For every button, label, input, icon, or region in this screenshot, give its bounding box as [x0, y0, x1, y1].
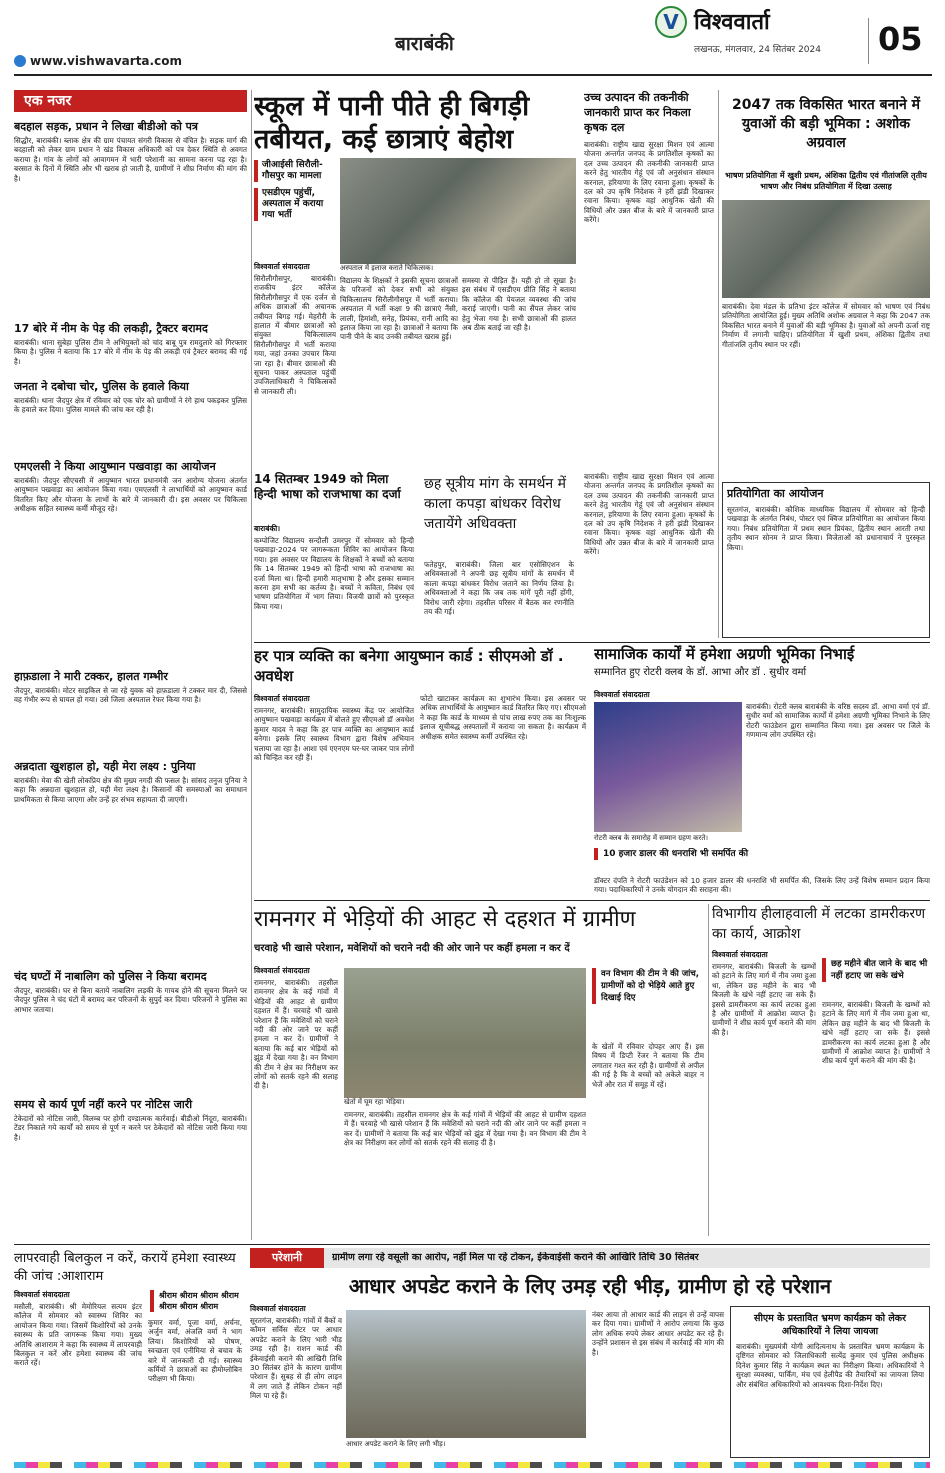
competition-headline: प्रतियोगिता का आयोजन: [727, 487, 824, 500]
rotary-byline: विश्ववार्ता संवाददाता: [594, 690, 650, 699]
item-headline: चंद घण्टों में नाबालिग को पुलिस ने किया बरामद: [14, 970, 207, 983]
item-body: जैदपुर, बाराबंकी। घर से बिना बताये नाबालिग लड़की के गायब होने की सूचना मिलने पर जैदपुर पुलिस ने चंद घंटों में बरामद कर परिजनों के सुपुर्द कर दिया। परिजनों ने पुलिस का आभार जताया।: [14, 986, 247, 1014]
school-bullets: [254, 160, 336, 221]
item-body: बाराबंकी। थाना जैदपुर क्षेत्र में रविवार को एक चोर को ग्रामीणों ने रंगे हाथ पकड़कर पुलिस के हवाले कर दिया। पुलिस मामले की जांच कर रही है।: [14, 396, 247, 415]
wolf-body: रामनगर, बाराबंकी। तहसील रामनगर क्षेत्र के कई गांवों में भेड़ियों की आहट से ग्रामीण दहशत में हैं। चरवाहे भी खासे परेशान हैं कि मवेशियों को चराने नदी की ओर जाने पर कहीं हमला न कर दें। ग्रामीणों ने बताया कि कई बार भेड़ियों को झुंड में देखा गया है। वन विभाग की टीम ने क्षेत्र का निरीक्षण कर लोगों को सतर्क रहने की सलाह दी है।: [254, 978, 338, 1091]
item-body: जैदपुर, बाराबंकी। मोटर साइकिल से जा रहे युवक को हाफ़डाला ने टक्कर मार दी, जिससे वह गंभीर रूप से घायल हो गया। उसे जिला अस्पताल रेफर किया गया है।: [14, 686, 247, 705]
health-byline: विश्ववार्ता संवाददाता: [14, 1290, 70, 1299]
print-color-bar: [14, 1462, 930, 1468]
dateline: लखनऊ, मंगलवार, 24 सितंबर 2024: [694, 45, 821, 55]
logo-v-icon: V: [663, 10, 679, 34]
youth-headline: 2047 तक विकसित भारत बनाने में युवाओं की बड़ी भूमिका : अशोक अग्रवाल: [731, 97, 920, 151]
ayushman-body-a: रामनगर, बाराबंकी। सामुदायिक स्वास्थ्य केंद्र पर आयोजित आयुष्मान पखवाड़ा कार्यक्रम में बोलते हुए सीएमओ डॉ अवधेश कुमार यादव ने कहा कि हर पात्र व्यक्ति का आयुष्मान कार्ड बनेगा। इसके लिए स्वास्थ्य विभाग द्वारा विशेष अभियान चलाया जा रहा है। आशा एवं एएनएम घर-घर जाकर पात्र लोगों को चिन्हित कर रही हैं।: [254, 706, 414, 763]
school-byline: विश्ववार्ता संवाददाता: [254, 262, 310, 271]
youth-photo: [722, 200, 930, 298]
road-headline: विभागीय हीलाहवाली में लटका डामरीकरण का कार्य, आक्रोश: [712, 906, 926, 942]
wolf-pull-quote: वन विभाग की टीम ने की जांच, ग्रामीणों को दो भेड़िये आते हुए दिखाई दिए: [592, 968, 704, 1004]
section-rule: [254, 900, 930, 901]
hindi-day-byline: बाराबंकी।: [254, 524, 281, 533]
website-url[interactable]: www.vishwavarta.com: [14, 54, 182, 68]
rotary-body: बाराबंकी। रोटरी क्लब बाराबंकी के वरिष्ठ सदस्य डॉ. आभा वर्मा एवं डॉ. सुधीर वर्मा को सामाजिक कार्यों में हमेशा अग्रणी भूमिका निभाने के लिए रोटरी फाउंडेशन द्वारा सम्मानित किया गया। इस अवसर पर जिले के गणमान्य लोग उपस्थित रहे।: [746, 702, 930, 740]
school-headline: स्कूल में पानी पीते ही बिगड़ी तबीयत, कई छात्राएं बेहोश: [254, 91, 530, 155]
header-divider: [868, 18, 869, 64]
aadhaar-kicker-bar: [250, 1248, 930, 1268]
road-body-cont: रामनगर, बाराबंकी। बिजली के खम्भों को हटाने के लिए मार्ग में नीव जमा हुआ था, लेकिन छह महीने के बाद भी बिजली के खंभे नहीं हटाए जा सके हैं। इससे डामरीकरण का कार्य लटका हुआ है और ग्रामीणों में आक्रोश व्याप्त है। ग्रामीणों ने शीघ्र कार्य पूर्ण कराने की मांग की है।: [822, 1000, 930, 1066]
hindi-day-headline: 14 सितम्बर 1949 को मिला हिन्दी भाषा को राजभाषा का दर्जा: [254, 472, 401, 501]
health-body-b: कुमार वर्मा, पूजा वर्मा, अर्चना, अर्जुन वर्मा, अंजलि वर्मा ने भाग लिया। किशोरियों को पोषण, स्वच्छता एवं एनीमिया से बचाव के बारे में जानकारी दी गई। स्वास्थ्य कर्मियों ने छात्राओं का हीमोग्लोबिन परीक्षण भी किया।: [148, 1318, 242, 1384]
section-rule: [14, 1244, 930, 1245]
competition-body: सूरतगंज, बाराबंकी। कौशिक माध्यमिक विद्यालय में सोमवार को हिन्दी पखवाड़ा के अंतर्गत निबंध, पोस्टर एवं क्विज प्रतियोगिता का आयोजन किया गया। निबंध प्रतियोगिता में प्रथम स्थान प्रियंका, द्वितीय स्थान आरती तथा तृतीय स्थान सोनम ने प्राप्त किया। विजेताओं को प्रधानाचार्य ने पुरस्कृत किया।: [727, 505, 925, 552]
item-body: बाराबंकी। थाना सुबेहा पुलिस टीम ने अभियुक्तों को चांद बाबू पुत्र रामदुलारे को गिरफ्तार किया है। पुलिस ने बताया कि 17 बोरे में नीम के पेड़ की लकड़ी एवं ट्रैक्टर बरामद की गई है।: [14, 338, 247, 366]
column-divider: [251, 90, 252, 1240]
school-photo: [340, 158, 576, 264]
aadhaar-headline: आधार अपडेट कराने के लिए उमड़ रही भीड़, ग्रामीण हो रहे परेशान: [348, 1274, 832, 1298]
header-rule: [14, 74, 932, 76]
protest-headline: छह सूत्रीय मांग के समर्थन में काला कपड़ा बांधकर विरोध जतायेंगे अधिवक्ता: [424, 476, 566, 532]
item-headline: हाफ़डाला ने मारी टक्कर, हालत गम्भीर: [14, 670, 168, 683]
school-body-col3: समस्या से पीड़ित हैं। यही हो तो सूखा है। इस संबंध में एसडीएम प्रीति सिंह ने बताया कि कॉलेज की पेयजल व्यवस्था की जांच कराई जाएगी। पानी का सैंपल लेकर जांच हेतु भेजा गया है। सभी छात्राओं की हालत अब ठीक बताई जा रही है।: [462, 276, 576, 333]
wolf-byline: विश्ववार्ता संवाददाता: [254, 966, 310, 975]
section-title: बाराबंकी: [395, 33, 454, 55]
paper-name: विश्ववार्ता: [694, 10, 770, 35]
item-headline: 17 बोरे में नीम के पेड़ की लकड़ी, ट्रैक्टर बरामद: [14, 322, 208, 335]
wolf-body-cont: रामनगर, बाराबंकी। तहसील रामनगर क्षेत्र के कई गांवों में भेड़ियों की आहट से ग्रामीण दहशत में हैं। चरवाहे भी खासे परेशान हैं कि मवेशियों को चराने नदी की ओर जाने पर कहीं हमला न कर दें। ग्रामीणों ने बताया कि कई बार भेड़ियों को झुंड में देखा गया है। वन विभाग की टीम ने क्षेत्र का निरीक्षण कर लोगों को सतर्क रहने की सलाह दी है।: [344, 1110, 586, 1148]
aadhaar-kicker: ग्रामीण लगा रहे वसूली का आरोप, नहीं मिल पा रहे टोकन, ईकेवाईसी कराने की आखिरि तिथि 30 सितंबर: [332, 1252, 699, 1263]
competition-box: [722, 482, 930, 638]
aadhaar-body-b: नंबर आया तो आधार कार्ड की लाइन से उन्हें वापस कर दिया गया। ग्रामीणों ने आरोप लगाया कि कुछ लोग अधिक रुपये लेकर आधार अपडेट कर रहे हैं। उन्होंने प्रशासन से इस संबंध में कार्रवाई की मांग की है।: [592, 1310, 724, 1357]
ayushman-body-b: फोटो खाटाकर कार्यक्रम का शुभारंभ किया। इस अवसर पर अधिक लाभार्थियों के आयुष्मान कार्ड वितरित किए गए। सीएमओ ने कहा कि कार्ड के माध्यम से पांच लाख रुपए तक का निःशुल्क इलाज सूचीबद्ध अस्पतालों में कराया जा सकता है। कार्यक्रम में अधीक्षक समेत स्वास्थ्य कर्मी उपस्थित रहे।: [420, 694, 586, 741]
item-headline: बदहाल सड़क, प्रधान ने लिखा बीडीओ को पत्र: [14, 120, 198, 133]
tech-body-cont: बाराबंकी। राष्ट्रीय खाद्य सुरक्षा मिशन एवं आत्मा योजना अन्तर्गत जनपद के प्रगतिशील कृषकों का दल उच्च उत्पादन की तकनीकी जानकारी प्राप्त करने हेतु भारतीय गेहूं एवं जौ अनुसंधान संस्थान करनाल, हरियाणा के लिए रवाना हुआ। कृषकों के दल को उप कृषि निदेशक ने हरी झंडी दिखाकर रवाना किया। कृषक वहां आधुनिक खेती की विधियों और उन्नत बीज के बारे में जानकारी प्राप्त करेंगे।: [584, 472, 714, 557]
wolf-subhead: चरवाहे भी खासे परेशान, मवेशियों को चराने नदी की ओर जाने पर कहीं हमला न कर दें: [254, 943, 570, 954]
hindi-day-body: कम्पोजिट विद्यालय सन्दौली उमरपुर में सोमवार को हिन्दी पखवाड़ा-2024 पर जागरूकता शिविर का आयोजन किया गया। इस अवसर पर विद्यालय के शिक्षकों ने बच्चों को बताया कि 14 सितम्बर 1949 को हिन्दी भाषा को राजभाषा का दर्जा मिला था। हिन्दी हमारी मातृभाषा है और इसका सम्मान करना हम सभी का कर्तव्य है। बच्चों ने कविता, निबंध एवं भाषण प्रतियोगिता में भाग लिया। विजयी छात्रों को पुरस्कृत किया गया।: [254, 536, 414, 611]
item-body: बाराबंकी। जैदपुर सीएचसी में आयुष्मान भारत प्रधानमंत्री जन आरोग्य योजना अंतर्गत आयुष्मान पखवाड़ा का आयोजन किया गया। एमएलसी ने लाभार्थियों को आयुष्मान कार्ड वितरित किए और योजना के लाभों के बारे में जानकारी दी। इस अवसर पर चिकित्सा अधीक्षक सहित स्वास्थ्य कर्मी मौजूद रहे।: [14, 476, 247, 514]
item-body: सिद्धौर, बाराबंकी। ब्लाक क्षेत्र की ग्राम पंचायत संगरी विकास से वंचित है। सड़क मार्ग की बदहाली को लेकर ग्राम प्रधान ने खंड विकास अधिकारी को पत्र देकर स्थिति से अवगत कराया है। गांव के लोगों को आवागमन में भारी परेशानी का सामना करना पड़ रहा है। बरसात के दिनों में स्थिति और भी खराब हो जाती है, ग्रामीणों ने शीघ्र निर्माण की मांग की है।: [14, 136, 247, 183]
road-body: रामनगर, बाराबंकी। बिजली के खम्भों को हटाने के लिए मार्ग में नीव जमा हुआ था, लेकिन छह महीने के बाद भी बिजली के खंभे नहीं हटाए जा सके हैं। इससे डामरीकरण का कार्य लटका हुआ है और ग्रामीणों में आक्रोश व्याप्त है। ग्रामीणों ने शीघ्र कार्य पूर्ण कराने की मांग की है।: [712, 962, 816, 1037]
wolf-side-body: के खेतों में रविवार दोपहर आए हैं। इस विषय में डिप्टी रेंजर ने बताया कि टीम लगातार गश्त कर रही है। ग्रामीणों से अपील की गई है कि वे बच्चों को अकेले बाहर न भेजें और रात में समूह में रहें।: [592, 1042, 704, 1089]
cm-tour-box: [730, 1306, 930, 1458]
aadhaar-body-a: सूरतगंज, बाराबंकी। गांवों में बैंकों व कॉमन सर्विस सेंटर पर आधार अपडेट कराने के लिए भारी भीड़ उमड़ रही है। राशन कार्ड की ईकेवाईसी कराने की आखिरी तिथि 30 सितंबर होने के कारण ग्रामीण परेशान हैं। सुबह से ही लोग लाइन में लग जाते हैं लेकिन टोकन नहीं मिल पा रहे हैं।: [250, 1316, 342, 1401]
bullet-2: एसडीएम पहुंचीं, अस्पताल में कराया गया भर्ती: [254, 188, 336, 221]
youth-body: बाराबंकी। देवा मंडल के प्रतिभा इंटर कॉलेज में सोमवार को भाषण एवं निबंध प्रतियोगिता आयोजित हुई। मुख्य अतिथि अशोक अग्रवाल ने कहा कि 2047 तक विकसित भारत बनाने में युवाओं की बड़ी भूमिका है। युवाओं को अपनी ऊर्जा राष्ट्र निर्माण में लगानी चाहिए। प्रतियोगिता में खुशी प्रथम, अंशिका द्वितीय तथा गीतांजलि तृतीय स्थान पर रहीं।: [722, 302, 930, 349]
left-column: [14, 90, 247, 1240]
tech-body: बाराबंकी। राष्ट्रीय खाद्य सुरक्षा मिशन एवं आत्मा योजना अन्तर्गत जनपद के प्रगतिशील कृषकों का दल उच्च उत्पादन की तकनीकी जानकारी प्राप्त करने हेतु भारतीय गेहूं एवं जौ अनुसंधान संस्थान करनाल, हरियाणा के लिए रवाना हुआ। कृषकों के दल को उप कृषि निदेशक ने हरी झंडी दिखाकर रवाना किया। कृषक वहां आधुनिक खेती की विधियों और उन्नत बीज के बारे में जानकारी प्राप्त करेंगे।: [584, 140, 714, 225]
aadhaar-byline: विश्ववार्ता संवाददाता: [250, 1304, 306, 1313]
cm-tour-headline: सीएम के प्रस्तावित भ्रमण कार्यक्रम को लेकर अधिकारियों ने लिया जायजा: [754, 1313, 906, 1337]
health-headline: लापरवाही बिलकुल न करें, करायें हमेशा स्वास्थ्य की जांच :आशाराम: [14, 1251, 236, 1284]
wolf-photo: [344, 968, 586, 1098]
rotary-pull-quote: 10 हजार डालर की धनराशि भी समर्पित की: [594, 848, 814, 860]
rotary-pull-body: डॉक्टर दंपति ने रोटरी फाउंडेशन को 10 हजार डालर की धनराशि भी समर्पित की, जिसके लिए उन्हें विशेष सम्मान प्रदान किया गया। पदाधिकारियों ने उनके योगदान की सराहना की।: [594, 876, 930, 895]
column-divider: [708, 904, 709, 1236]
school-photo-caption: अस्पताल में इलाज कराते चिकित्सक।: [340, 264, 434, 272]
aadhaar-tag: परेशानी: [250, 1248, 324, 1268]
road-pull-quote: छह महीने बीत जाने के बाद भी नहीं हटाए जा सके खंभे: [822, 958, 930, 982]
item-headline: समय से कार्य पूर्ण नहीं करने पर नोटिस जारी: [14, 1098, 193, 1111]
school-body-col1: सिरौलीगौसपुर, बाराबंकी। राजकीय इंटर कॉलेज सिरौलीगौसपुर में एक दर्जन से अधिक छात्राओं की अचानक तबीयत बिगड़ गई। मेहरौरी के हालात में बीमार छात्राओं को संयुक्त चिकित्सालय सिरौलीगौसपुर में भर्ती कराया गया, जहां उनका उपचार किया जा रहा है। बीमार छात्राओं की सूचना पाकर अस्पताल पहुंचीं उपजिलाधिकारी ने चिकित्सकों से जानकारी ली।: [254, 274, 336, 396]
rotary-photo-caption: रोटरी क्लब के समारोह में सम्मान ग्रहण करते।: [594, 834, 709, 842]
column-divider: [718, 90, 719, 638]
wolf-photo-caption: खेतों में घूम रहा भेड़िया।: [344, 1098, 405, 1106]
school-body-col2: विद्यालय के शिक्षकों ने इसकी सूचना छात्राओं के परिजनों को देकर सभी को संयुक्त चिकित्सालय सिरौलीगौसपुर में भर्ती कराया। अस्पताल में भर्ती कक्षा 9 की छात्राएं नैंसी, लाली, हिमांशी, सनेह, प्रियंका, रानी आदि का इलाज किया जा रहा है। छात्राओं ने बताया कि पानी पीने के बाद उनकी तबीयत खराब हुई।: [340, 276, 458, 342]
wolf-headline: रामनगर में भेड़ियों की आहट से दहशत में ग्रामीण: [254, 907, 636, 932]
protest-body: फतेहपुर, बाराबंकी। जिला बार एसोसिएशन के अधिवक्ताओं ने अपनी छह सूत्रीय मांगों के समर्थन में काला कपड़ा बांधकर विरोध जताने का निर्णय लिया है। अधिवक्ताओं ने कहा कि जब तक मांगें पूरी नहीं होंगी, विरोध जारी रहेगा। तहसील परिसर में बैठक कर रणनीति तय की गई।: [424, 560, 574, 617]
cm-tour-body: बाराबंकी। मुख्यमंत्री योगी आदित्यनाथ के प्रस्तावित भ्रमण कार्यक्रम के दृष्टिगत सोमवार को जिलाधिकारी सत्येंद्र कुमार एवं पुलिस अधीक्षक दिनेश कुमार सिंह ने कार्यक्रम स्थल का निरीक्षण किया। अधिकारियों ने सुरक्षा व्यवस्था, पार्किंग, मंच एवं हेलीपैड की तैयारियों का जायजा लिया और संबंधित अधिकारियों को आवश्यक दिशा-निर्देश दिए।: [736, 1342, 924, 1389]
aadhaar-photo-caption: आधार अपडेट कराने के लिए लगी भीड़।: [346, 1440, 446, 1448]
tech-headline: उच्च उत्पादन की तकनीकी जानकारी प्राप्त कर निकला कृषक दल: [584, 91, 691, 134]
header: [0, 0, 945, 80]
ayushman-headline: हर पात्र व्यक्ति का बनेगा आयुष्मान कार्ड : सीएमओ डॉ . अवधेश: [254, 647, 564, 685]
aadhaar-photo: [346, 1310, 586, 1438]
item-headline: जनता ने दबोचा चोर, पुलिस के हवाले किया: [14, 380, 189, 393]
youth-subhead: भाषण प्रतियोगिता में खुशी प्रथम, अंशिका द्वितीय एवं गीतांजलि तृतीय भाषण और निबंध प्रतियोगिता में दिखा उत्साह: [725, 171, 927, 191]
page-number: 05: [878, 20, 923, 58]
road-byline: विश्ववार्ता संवाददाता: [712, 950, 768, 959]
item-headline: एमएलसी ने किया आयुष्मान पखवाड़ा का आयोजन: [14, 460, 216, 473]
paper-logo: [655, 6, 687, 38]
ayushman-byline: विश्ववार्ता संवाददाता: [254, 694, 310, 703]
bullet-1: जीआईसी सिरौली- गौसपुर का मामला: [254, 160, 336, 182]
globe-icon: [14, 55, 26, 67]
health-bullet: श्रीराम श्रीराम श्रीराम श्रीराम श्रीराम श्रीराम श्रीराम: [150, 1290, 250, 1312]
health-body: मसौली, बाराबंकी। श्री मेमोरियल सत्यम इंटर कॉलेज में सोमवार को स्वास्थ्य शिविर का आयोजन किया गया। जिसमें किशोरियों को उनके स्वास्थ्य के प्रति जागरूक किया गया। मुख्य अतिथि आशाराम ने कहा कि स्वास्थ्य में लापरवाही बिलकुल न करें और हमेशा स्वास्थ्य की जांच कराते रहें।: [14, 1302, 142, 1368]
rotary-headline: सामाजिक कार्यों में हमेशा अग्रणी भूमिका निभाई: [594, 645, 855, 663]
section-rule: [254, 642, 930, 643]
item-body: टेकेदारों को नोटिस जारी, विलम्ब पर होगी दण्डात्मक कार्रवाई। बीडीओ निंदूरा, बाराबंकी। टेंडर निकाले गये कार्यों को समय से पूर्ण न करने पर ठेकेदारों को नोटिस जारी किया गया है।: [14, 1114, 247, 1142]
rotary-photo: [594, 702, 742, 832]
rotary-subhead: सम्मानित हुए रोटरी क्लब के डॉ. आभा और डॉ . सुधीर वर्मा: [594, 667, 807, 678]
ek-nazar-tag: एक नजर: [14, 90, 247, 112]
item-headline: अन्नदाता खुशहाल हो, यही मेरा लक्ष्य : पुनिया: [14, 760, 196, 773]
item-body: बाराबंकी। मेवा की खेती लोकप्रिय क्षेत्र की मुख्य नगदी की फसल है। सांसद तनुज पुनिया ने कहा कि अन्नदाता खुशहाल हो, यही मेरा लक्ष्य है। किसानों की समस्याओं का समाधान प्राथमिकता से किया जाएगा और उन्हें हर संभव सहायता दी जाएगी।: [14, 776, 247, 804]
